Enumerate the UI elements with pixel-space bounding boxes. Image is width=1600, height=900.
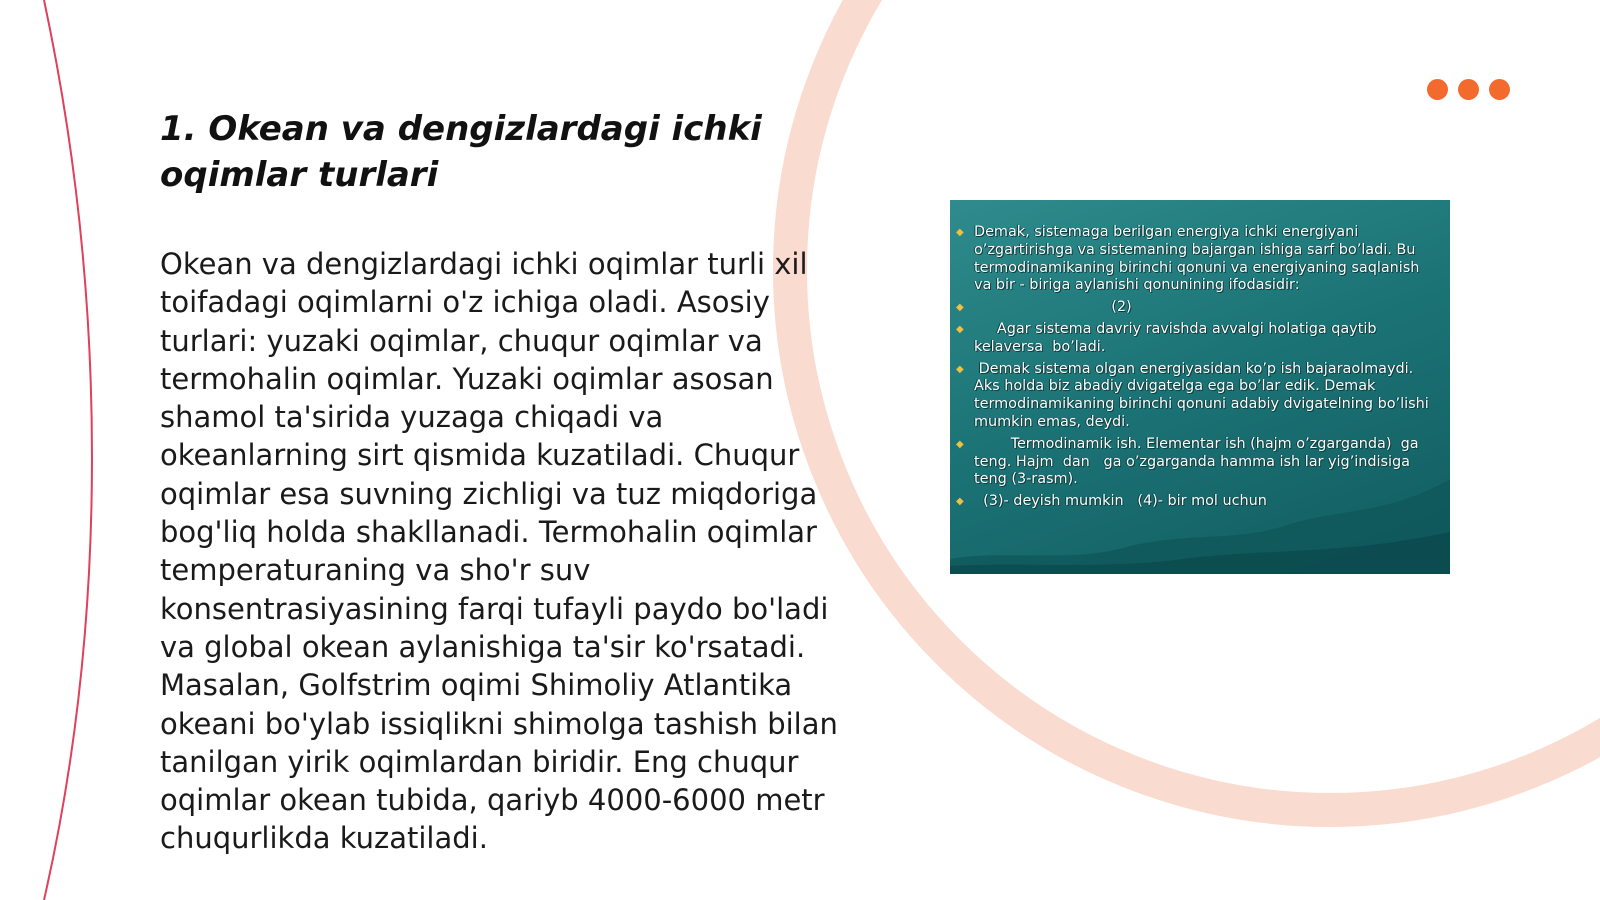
list-item: [956, 493, 1434, 511]
dot: [1427, 79, 1448, 100]
page-title: 1. Okean va dengizlardagi ichki oqimlar turlari: [160, 109, 762, 195]
dot: [1458, 79, 1479, 100]
body-paragraph: Okean va dengizlardagi ichki oqimlar turli xil toifadagi oqimlarni o'z ichiga oladi. Asosiy turlari: yuzaki oqimlar, chuqur oqimlar va termohalin oqimlar. Yuzaki oqimlar asosan shamol ta'sirida yuzaga chiqadi va okeanlarning sirt qismida kuzatiladi. Chuqur oqimlar esa suvning zichligi va tuz miqdoriga bog'liq holda shakllanadi. Termohalin oqimlar temperaturaning va sho'r suv konsentrasiyasining farqi tufayli paydo bo'ladi va global okean aylanishiga ta'sir ko'rsatadi. Masalan, Golfstrim oqimi Shimoliy Atlantika okeani bo'ylab issiqlikni shimolga tashish bilan tanilgan yirik oqimlardan biridir. Eng chuqur oqimlar okean tubida, qariyb 4000-6000 metr chuqurlikda kuzatiladi.: [160, 247, 838, 856]
bullet-text: ◆ Agar sistema davriy ravishda avvalgi holatiga qaytib kelaversa bo’ladi.: [974, 320, 1382, 355]
bullet-text: ◆ Demak sistema olgan energiyasidan ko’p ish bajaraolmaydi. Aks holda biz abadiy dvigatelga ega bo’lar edik. Demak termodinamikaning birinchi qonuni adabiy dvigatelning bo’lishi mumkin emas, deydi.: [974, 360, 1434, 430]
dot: [1489, 79, 1510, 100]
left-curved-line: [44, 0, 92, 900]
embedded-bullet-list: [956, 224, 1434, 515]
list-item: [956, 299, 1434, 317]
list-item: [956, 361, 1434, 432]
list-item: [956, 321, 1434, 357]
bullet-text: ◆ Termodinamik ish. Elementar ish (hajm o’zgarganda) ga teng. Hajm dan ga o’zgarganda hamma ish lar yig’indisiga teng (3-rasm).: [974, 435, 1424, 488]
bullet-text: ◆ (2): [974, 299, 1132, 316]
bullet-text: ◆ Demak, sistemaga berilgan energiya ichki energiyani o’zgartirishga va sistemaning bajargan ishiga sarf bo’ladi. Bu termodinamikaning birinchi qonuni va energiyaning saqlanish va bir - biriga aylanishi qonunining ifodasidir:: [974, 224, 1424, 294]
list-item: [956, 224, 1434, 295]
list-item: [956, 436, 1434, 489]
embedded-slide-image: [950, 200, 1450, 574]
menu-dots-icon: [1427, 79, 1511, 101]
bullet-text: ◆ (3)- deyish mumkin (4)- bir mol uchun: [974, 493, 1267, 510]
